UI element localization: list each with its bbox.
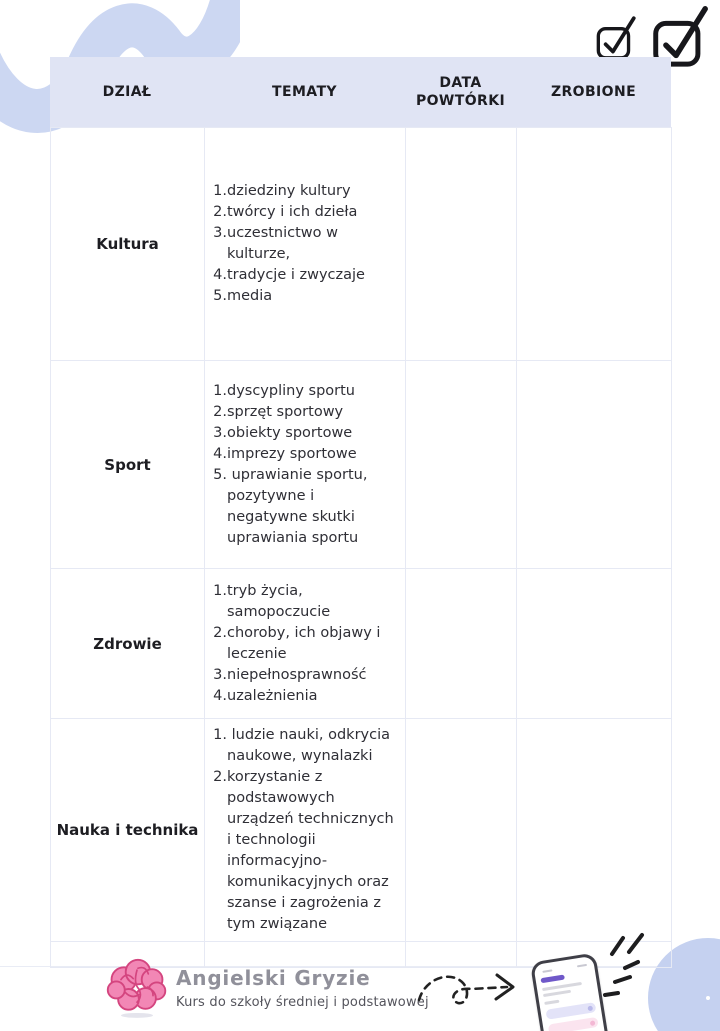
zrobione-cell <box>517 719 672 942</box>
data-powtorki-cell <box>406 942 517 968</box>
topic-item: ludzie nauki, odkrycia naukowe, wynalazki <box>227 727 395 764</box>
data-powtorki-cell <box>406 569 517 719</box>
table-body <box>51 128 672 968</box>
checked-checkbox-icon <box>592 12 638 62</box>
topic-item: korzystanie z podstawowych urządzeń technicznych i technologii informacyjno-komunikacyjnych oraz szanse i zagrożenia z tym związane <box>227 769 399 932</box>
phone-progress-pill <box>540 975 564 984</box>
section-name: Sport <box>104 455 151 474</box>
phone-answer-row <box>548 1017 599 1031</box>
table-row <box>51 719 672 942</box>
table-header-row <box>50 57 671 127</box>
data-powtorki-cell <box>406 361 517 569</box>
topic-item: tryb życia, samopoczucie <box>227 582 331 620</box>
table-row <box>51 569 672 719</box>
topic-item: dyscypliny sportu <box>227 382 356 399</box>
topic-item: sprzęt sportowy <box>227 403 344 420</box>
table-row <box>51 361 672 569</box>
topic-item: imprezy sportowe <box>227 445 357 462</box>
topic-item: choroby, ich objawy i leczenie <box>227 624 386 662</box>
section-name: Zdrowie <box>93 634 162 653</box>
column-header-tematy: TEMATY <box>272 84 337 100</box>
topic-item: niepełnosprawność <box>227 666 367 683</box>
topics-list <box>205 581 401 707</box>
section-name: Nauka i technika <box>56 821 199 839</box>
topic-item: obiekty sportowe <box>227 424 353 441</box>
topics-list <box>205 381 401 549</box>
emphasis-dashes-icon <box>598 932 646 1004</box>
brain-logo-icon <box>104 958 170 1020</box>
brand-name: Angielski Gryzie <box>176 966 371 990</box>
topic-item: uzależnienia <box>227 687 318 704</box>
section-name: Kultura <box>96 235 159 253</box>
topic-item: tradycje i zwyczaje <box>227 267 365 283</box>
planner-table <box>50 127 672 968</box>
brand-tagline: Kurs do szkoły średniej i podstawowej <box>176 995 429 1010</box>
topic-item: uczestnictwo w kulturze, <box>227 225 343 262</box>
column-header-zrobione: ZROBIONE <box>550 84 637 100</box>
table-row <box>51 128 672 361</box>
data-powtorki-cell <box>406 128 517 361</box>
topic-item: uprawianie sportu, pozytywne i negatywne skutki uprawiania sportu <box>227 466 373 546</box>
brand-block <box>176 966 429 1010</box>
topics-list <box>205 181 401 307</box>
topic-item: twórcy i ich dzieła <box>227 204 358 220</box>
zrobione-cell <box>517 569 672 719</box>
dashed-arrow-icon <box>415 970 527 1020</box>
topic-item: media <box>227 288 273 304</box>
topic-item: dziedziny kultury <box>227 183 351 199</box>
data-powtorki-cell <box>406 719 517 942</box>
phone-statusbar <box>542 964 587 974</box>
topics-list <box>205 725 401 935</box>
zrobione-cell <box>517 128 672 361</box>
phone-screen <box>533 956 606 1031</box>
column-header-data-powtorki: DATA POWTÓRKI <box>415 75 506 109</box>
zrobione-cell <box>517 361 672 569</box>
column-header-dzial: DZIAŁ <box>102 84 152 100</box>
